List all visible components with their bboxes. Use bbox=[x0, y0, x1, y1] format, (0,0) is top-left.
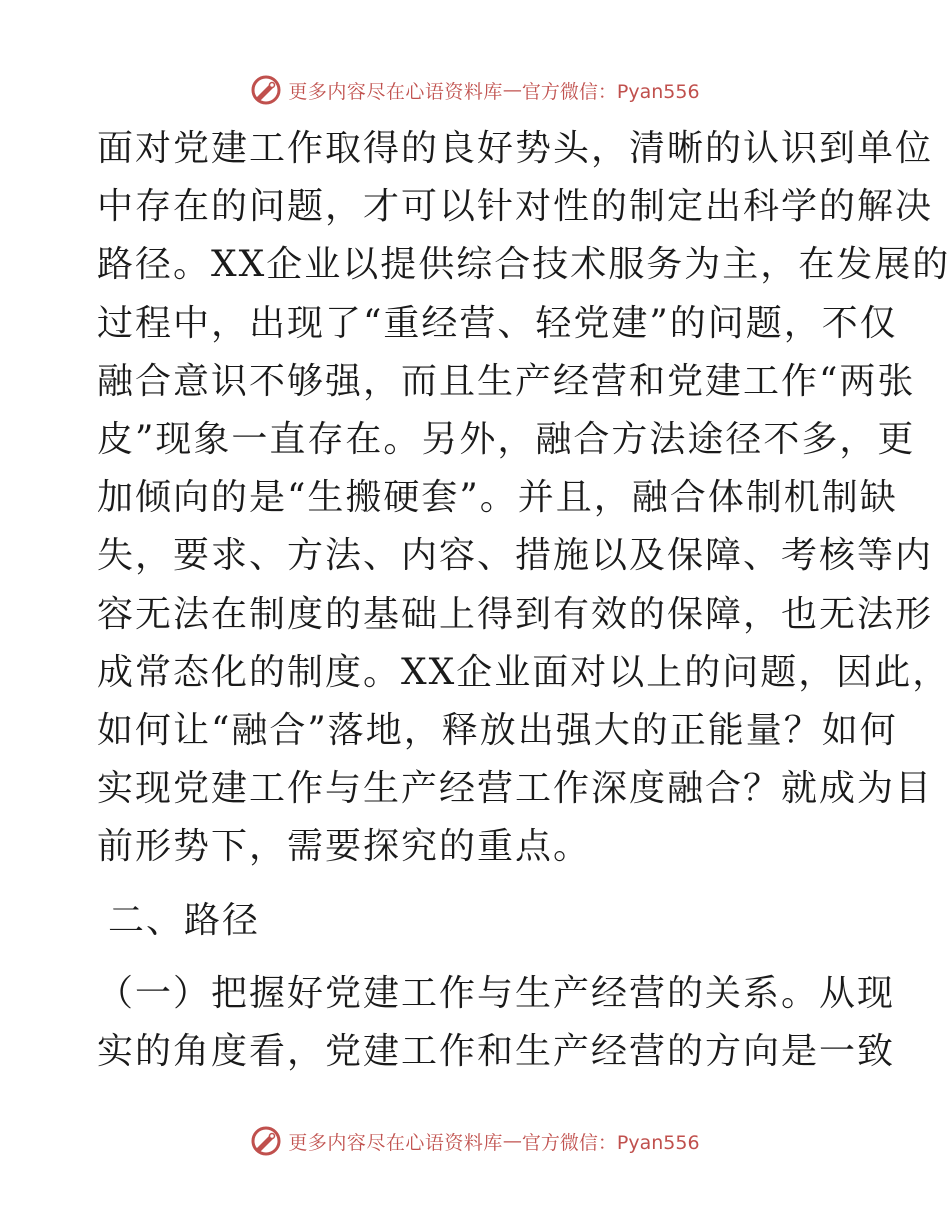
banner-wechat: 官方微信：Pyan556 bbox=[521, 80, 700, 103]
banner-separator: — bbox=[502, 1130, 522, 1152]
body-line: 加倾向的是“生搬硬套”。并且，融合体制机制缺 bbox=[97, 477, 898, 519]
footer-banner bbox=[0, 1121, 950, 1161]
body-line: 前形势下，需要探究的重点。 bbox=[97, 826, 592, 868]
body-line: 皮”现象一直存在。另外，融合方法途径不多，更 bbox=[97, 418, 916, 460]
banner-text: 更多内容尽在心语资料库 bbox=[288, 80, 503, 103]
subsection-line: 实的角度看，党建工作和生产经营的方向是一致 bbox=[97, 1031, 896, 1073]
body-line: 成常态化的制度。XX企业面对以上的问题，因此， bbox=[97, 651, 950, 693]
body-line: 容无法在制度的基础上得到有效的保障，也无法形 bbox=[97, 593, 934, 635]
body-line: 如何让“融合”落地，释放出强大的正能量？如何 bbox=[97, 709, 898, 751]
body-line: 面对党建工作取得的良好势头，清晰的认识到单位 bbox=[97, 128, 934, 169]
body-line: 路径。XX企业以提供综合技术服务为主，在发展的 bbox=[97, 244, 950, 286]
body-line: 失，要求、方法、内容、措施以及保障、考核等内 bbox=[97, 535, 934, 577]
pen-circle-logo-icon bbox=[250, 74, 282, 106]
body-line: 过程中，出现了“重经营、轻党建”的问题，不仅 bbox=[97, 302, 898, 344]
body-paragraph bbox=[97, 120, 950, 876]
body-line: 实现党建工作与生产经营工作深度融合？就成为目 bbox=[97, 768, 934, 810]
subsection-paragraph bbox=[97, 965, 896, 1081]
banner-separator: — bbox=[502, 79, 522, 101]
pen-circle-logo-icon bbox=[250, 1125, 282, 1157]
body-line: 融合意识不够强，而且生产经营和党建工作“两张 bbox=[97, 360, 916, 402]
banner-wechat: 官方微信：Pyan556 bbox=[521, 1131, 700, 1154]
body-line: 中存在的问题，才可以针对性的制定出科学的解决 bbox=[97, 186, 934, 228]
header-banner bbox=[0, 70, 950, 110]
banner-text: 更多内容尽在心语资料库 bbox=[288, 1131, 503, 1154]
section-heading: 二、路径 bbox=[108, 900, 261, 941]
subsection-line: （一）把握好党建工作与生产经营的关系。从现 bbox=[97, 973, 896, 1014]
